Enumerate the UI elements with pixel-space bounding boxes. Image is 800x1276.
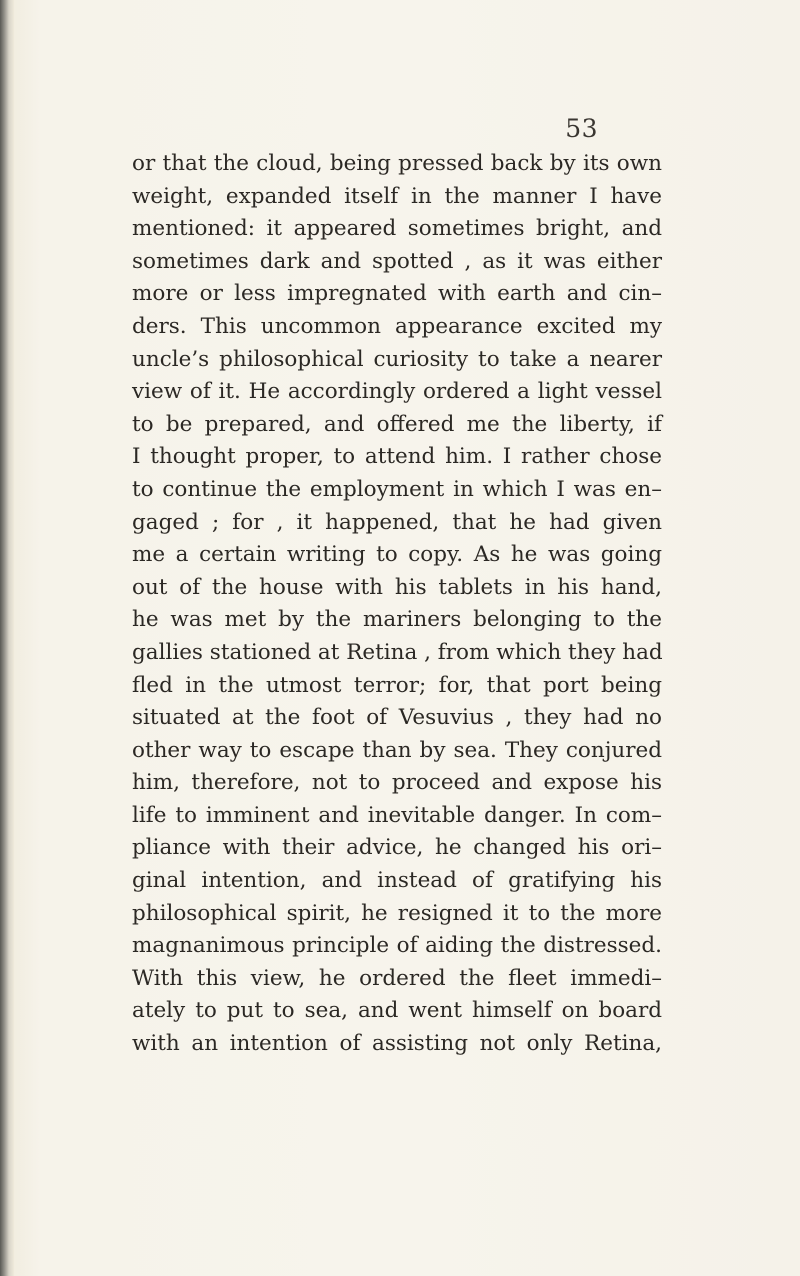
body-text	[132, 148, 662, 1061]
text-line: out of the house with his tablets in his hand,	[132, 574, 662, 600]
text-line: life to imminent and inevitable danger. In com–	[132, 802, 662, 828]
text-line: he was met by the mariners belonging to the	[132, 607, 662, 633]
text-line: weight, expanded itself in the manner I have	[132, 183, 662, 209]
text-line: situated at the foot of Vesuvius , they had no	[132, 705, 662, 731]
text-line: ders. This uncommon appearance excited my	[132, 313, 662, 339]
text-line: ginal intention, and instead of gratifying his	[132, 868, 662, 894]
text-line: philosophical spirit, he resigned it to the more	[132, 900, 662, 926]
text-line: sometimes dark and spotted , as it was either	[132, 248, 662, 274]
text-line: With this view, he ordered the fleet immedi–	[132, 965, 662, 991]
text-line: mentioned: it appeared sometimes bright, and	[132, 216, 662, 242]
text-line: or that the cloud, being pressed back by its own	[132, 151, 662, 176]
text-line: uncle’s philosophical curiosity to take a nearer	[132, 346, 662, 372]
text-line: gallies stationed at Retina , from which they had	[132, 639, 663, 665]
text-line: I thought proper, to attend him. I rather chose	[132, 444, 662, 470]
text-line: to be prepared, and offered me the liberty, if	[132, 411, 662, 437]
text-line: magnanimous principle of aiding the distressed.	[132, 933, 662, 959]
binding-edge	[0, 0, 14, 1276]
text-line: pliance with their advice, he changed his ori–	[132, 835, 662, 861]
text-line: gaged ; for , it happened, that he had given	[132, 509, 662, 535]
text-line: ately to put to sea, and went himself on board	[132, 998, 662, 1024]
text-line: him, therefore, not to proceed and expose his	[132, 770, 662, 796]
text-line: fled in the utmost terror; for, that port being	[132, 672, 662, 698]
text-line: me a certain writing to copy. As he was going	[132, 542, 662, 568]
text-line: with an intention of assisting not only Retina,	[132, 1031, 662, 1057]
text-line: to continue the employment in which I was en–	[132, 476, 662, 502]
text-line: view of it. He accordingly ordered a light vessel	[132, 379, 662, 405]
text-line: other way to escape than by sea. They conjured	[132, 737, 662, 763]
text-line: more or less impregnated with earth and cin–	[132, 281, 662, 307]
page-number: 53	[565, 114, 598, 143]
